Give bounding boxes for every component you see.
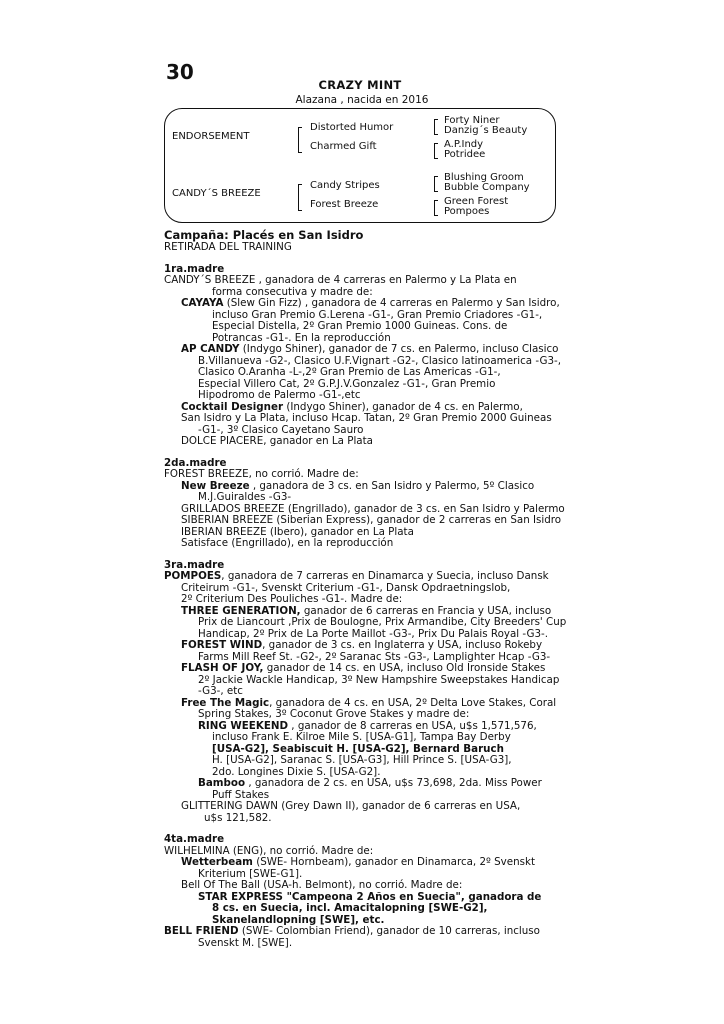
text-line: Bell Of The Ball (USA-h. Belmont), no corrió. Madre de: (181, 879, 463, 891)
horse-ref: FOREST WIND (181, 639, 263, 651)
text-line: FOREST WIND, ganador de 3 cs. en Inglaterra y USA, incluso Rokeby (181, 639, 543, 651)
page-number: 30 (166, 60, 194, 84)
text-line: B.Villanueva -G2-, Clasico U.F.Vignart -G2-, Clasico latinoamerica -G3-, (198, 354, 561, 367)
pedigree-sire: ENDORSEMENT (172, 131, 250, 142)
text-line: BELL FRIEND (SWE- Colombian Friend), ganador de 10 carreras, incluso (164, 925, 540, 937)
text-line: IBERIAN BREEZE (Ibero), ganador en La Plata (181, 525, 414, 538)
horse-ref: Bamboo (198, 777, 246, 789)
text-line: Cocktail Designer (Indygo Shiner), ganador de 4 cs. en Palermo, (181, 400, 523, 413)
text-line: u$s 121,582. (204, 811, 272, 824)
pedigree-sire-dam: Charmed Gift (310, 141, 377, 152)
pedigree-sire-sire: Distorted Humor (310, 122, 394, 133)
horse-name: CRAZY MINT (318, 78, 402, 92)
text-line: FLASH OF JOY, ganador de 14 cs. en USA, incluso Old Ironside Stakes (181, 662, 546, 674)
text-line: 8 cs. en Suecia, incl. Amacitalopning [SWE-G2], (212, 902, 488, 914)
pedigree-dd-sire: Green Forest (444, 196, 509, 207)
text-line: CAYAYA (Slew Gin Fizz) , ganadora de 4 carreras en Palermo y San Isidro, (181, 297, 560, 309)
text-line: GLITTERING DAWN (Grey Dawn II), ganador de 6 carreras en USA, (181, 800, 521, 812)
campaign-status: RETIRADA DEL TRAINING (164, 241, 292, 253)
text-line: Skanelandlopning [SWE], etc. (212, 913, 385, 926)
text-line: Farms Mill Reef St. -G2-, 2º Saranac Sts -G3-, Lamplighter Hcap -G3- (198, 650, 551, 663)
text-line: Svenskt M. [SWE]. (198, 936, 293, 949)
text-line: DOLCE PIACERE, ganador en La Plata (181, 435, 373, 447)
pedigree-sd-sire: A.P.Indy (444, 139, 484, 150)
horse-ref: Wetterbeam (181, 856, 253, 868)
text-line: GRILLADOS BREEZE (Engrillado), ganador de 3 cs. en San Isidro y Palermo (181, 502, 565, 515)
pedigree-sd-dam: Potridee (444, 149, 486, 160)
pedigree-dam-sire: Candy Stripes (310, 180, 380, 191)
section-heading-3rd-dam: 3ra.madre (164, 558, 225, 571)
horse-ref: CAYAYA (181, 297, 224, 309)
campaign-title: Campaña: Placés en San Isidro (164, 228, 364, 242)
text-line: AP CANDY (Indygo Shiner), ganador de 7 cs. en Palermo, incluso Clasico (181, 343, 559, 355)
pedigree-box (164, 108, 556, 223)
text-line: incluso Frank E. Kilroe Mile S. [USA-G1], Tampa Bay Derby (212, 731, 511, 743)
horse-ref: STAR EXPRESS (198, 890, 283, 903)
text-line: 2º Criterium Des Pouliches -G1-. Madre de: (181, 593, 403, 605)
family-record (164, 228, 567, 949)
horse-ref: AP CANDY (181, 343, 240, 355)
pedigree-ss-sire: Forty Niner (444, 115, 500, 126)
text-line: -G3-, etc (198, 685, 243, 697)
horse-ref: THREE GENERATION, (181, 604, 301, 617)
text-line: Puff Stakes (212, 788, 270, 801)
text-line: Prix de Liancourt ,Prix de Boulogne, Prix Armandibe, City Breeders' Cup (198, 616, 567, 628)
pedigree-ss-dam: Danzig´s Beauty (444, 125, 528, 136)
pedigree-dam: CANDY´S BREEZE (172, 188, 261, 199)
section-heading-4th-dam: 4ta.madre (164, 833, 225, 845)
text-line: WILHELMINA (ENG), no corrió. Madre de: (164, 844, 374, 857)
text-line: San Isidro y La Plata, incluso Hcap. Tatan, 2º Gran Premio 2000 Guineas (181, 412, 552, 424)
horse-ref: POMPOES (164, 570, 222, 582)
text-line: New Breeze , ganadora de 3 cs. en San Isidro y Palermo, 5º Clasico (181, 479, 535, 492)
text-line: Criteirum -G1-, Svenskt Criterium -G1-, Dansk Opdraetningslob, (181, 581, 511, 594)
text-line: RING WEEKEND , ganador de 8 carreras en USA, u$s 1,571,576, (198, 719, 537, 732)
text-line: Potrancas -G1-. En la reproducción (212, 331, 391, 344)
text-line: Handicap, 2º Prix de La Porte Maillot -G3-, Prix Du Palais Royal -G3-. (198, 627, 549, 640)
horse-ref: BELL FRIEND (164, 925, 239, 937)
pedigree-dam-dam: Forest Breeze (310, 199, 379, 210)
text-line: Wetterbeam (SWE- Hornbeam), ganador en Dinamarca, 2º Svenskt (181, 856, 536, 868)
text-line: STAR EXPRESS "Campeona 2 Años en Suecia", ganadora de (198, 890, 542, 903)
text-line: THREE GENERATION, ganador de 6 carreras en Francia y USA, incluso (181, 604, 552, 617)
pedigree-ds-dam: Bubble Company (444, 182, 530, 193)
horse-subtitle: Alazana , nacida en 2016 (295, 94, 429, 106)
bracket (298, 127, 302, 153)
bracket (434, 176, 438, 192)
text-line: Especial Distella, 2º Gran Premio 1000 Guineas. Cons. de (212, 320, 508, 332)
pedigree-dd-dam: Pompoes (444, 206, 490, 217)
text-line: POMPOES, ganadora de 7 carreras en Dinamarca y Suecia, incluso Dansk (164, 570, 549, 582)
section-heading-2nd-dam: 2da.madre (164, 456, 227, 469)
bracket (298, 184, 302, 211)
horse-ref: Cocktail Designer (181, 400, 284, 413)
text-line: 2º Jackie Wackle Handicap, 3º New Hampshire Sweepstakes Handicap (198, 673, 560, 686)
text-line: H. [USA-G2], Saranac S. [USA-G3], Hill Prince S. [USA-G3], (212, 754, 512, 766)
text-line: M.J.Guiraldes -G3- (198, 491, 292, 503)
text-line: SIBERIAN BREEZE (Siberian Express), ganador de 2 carreras en San Isidro (181, 514, 562, 526)
text-line: Satisface (Engrillado), en la reproducción (181, 537, 394, 549)
text-line: incluso Gran Premio G.Lerena -G1-, Gran Premio Criadores -G1-, (212, 308, 543, 321)
text-line: Free The Magic, ganadora de 4 cs. en USA, 2º Delta Love Stakes, Coral (181, 696, 557, 709)
text-line: Kriterium [SWE-G1]. (198, 867, 303, 880)
bracket (434, 119, 438, 135)
text-line: CANDY´S BREEZE , ganadora de 4 carreras en Palermo y La Plata en (164, 274, 517, 286)
horse-ref: New Breeze (181, 479, 250, 492)
bracket (434, 200, 438, 216)
text-line: Spring Stakes, 3º Coconut Grove Stakes y madre de: (198, 708, 470, 720)
text-line: 2do. Longines Dixie S. [USA-G2]. (212, 765, 381, 778)
horse-ref: RING WEEKEND (198, 719, 289, 732)
horse-ref: FLASH OF JOY, (181, 662, 264, 674)
horse-ref: Free The Magic (181, 696, 270, 709)
text-line: -G1-, 3º Clasico Cayetano Sauro (198, 423, 364, 436)
bracket (434, 143, 438, 159)
text-line: Clasico O.Aranha -L-,2º Gran Premio de Las Americas -G1-, (198, 366, 501, 378)
section-heading-1st-dam: 1ra.madre (164, 262, 225, 275)
text-line: Hipodromo de Palermo -G1-,etc (198, 389, 361, 401)
text-line: FOREST BREEZE, no corrió. Madre de: (164, 468, 359, 480)
text-line: Bamboo , ganadora de 2 cs. en USA, u$s 73,698, 2da. Miss Power (198, 777, 542, 789)
text-line: forma consecutiva y madre de: (212, 285, 373, 298)
text-line: [USA-G2], Seabiscuit H. [USA-G2], Bernard Baruch (212, 742, 504, 755)
pedigree-ds-sire: Blushing Groom (444, 172, 524, 183)
text-line: Especial Villero Cat, 2º G.P.J.V.Gonzalez -G1-, Gran Premio (198, 377, 496, 390)
